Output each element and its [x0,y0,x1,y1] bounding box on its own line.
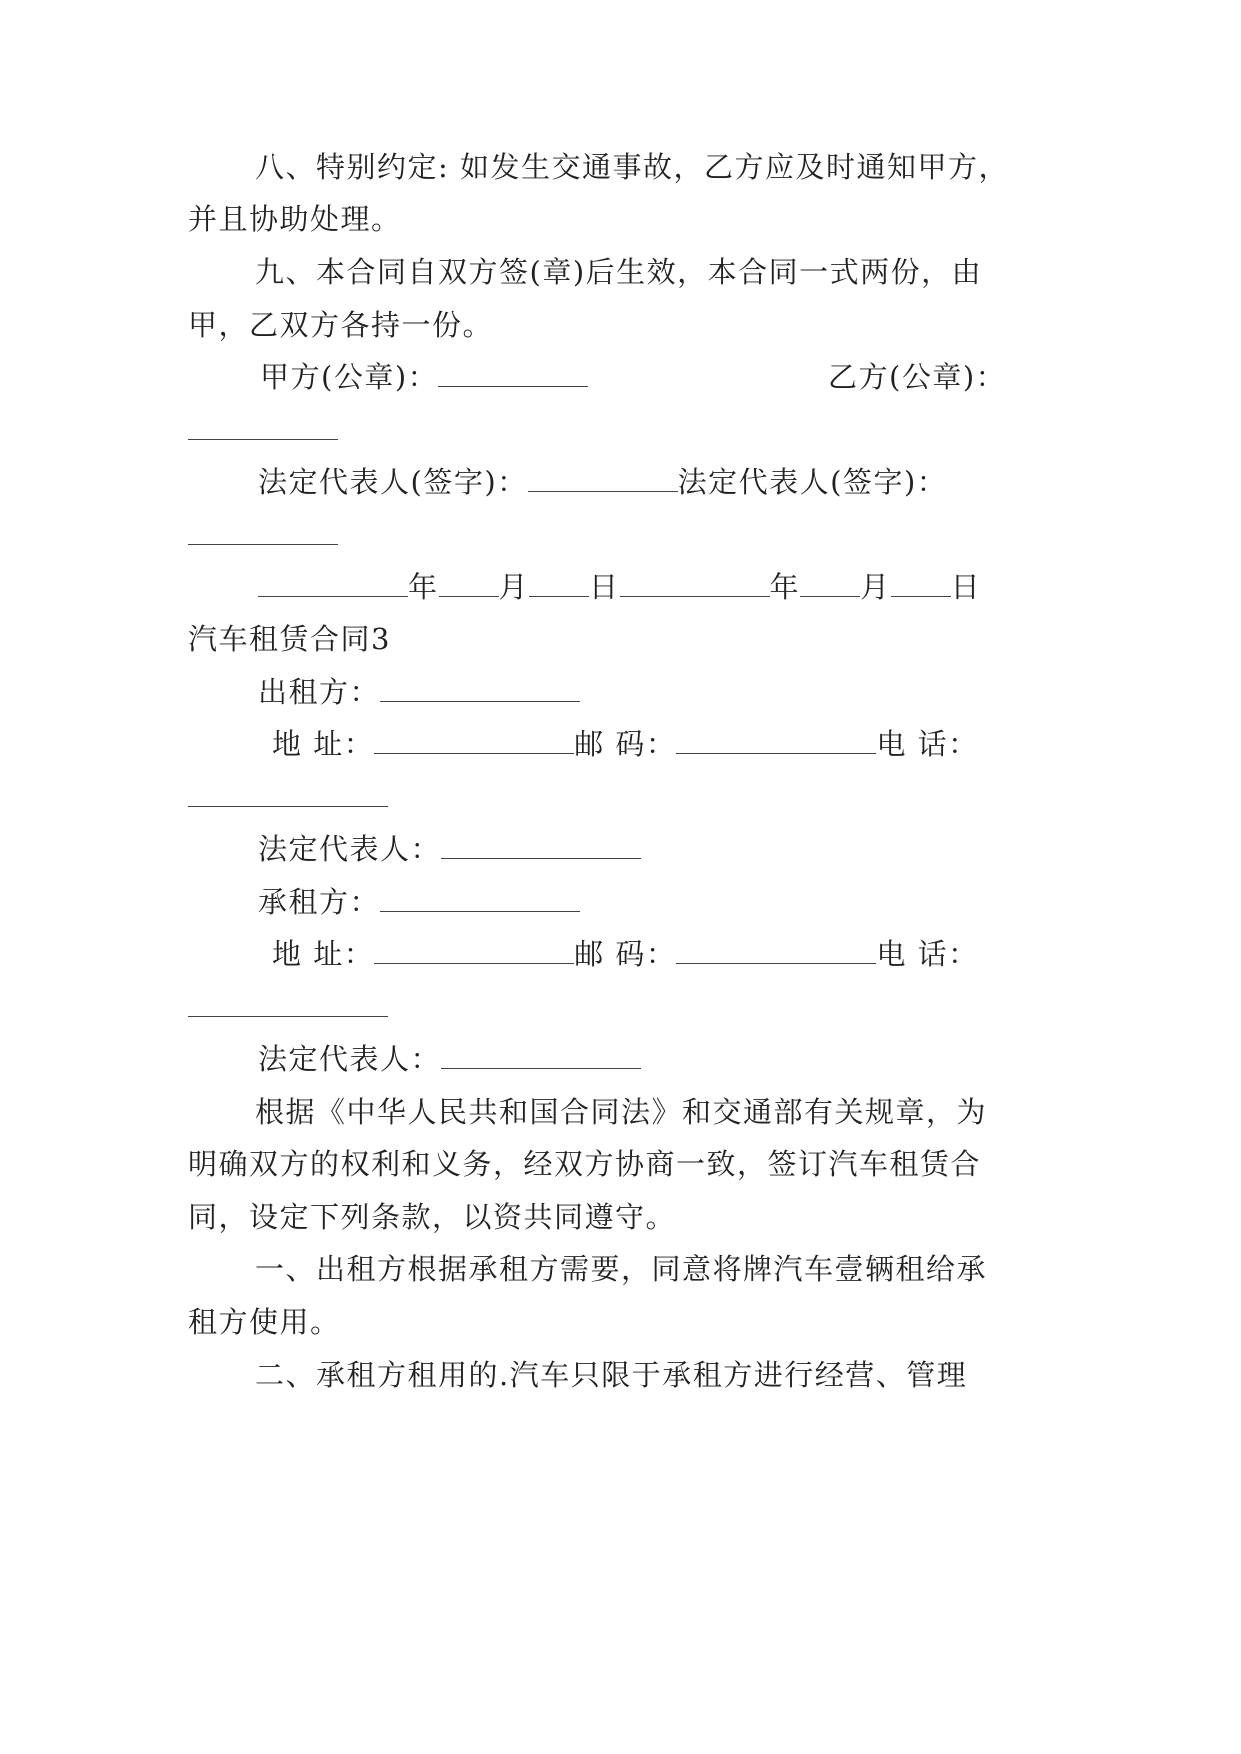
lessee-blank [380,875,580,912]
lessor-phone-label: 电 话： [876,727,979,761]
lessor-postcode-blank [676,717,876,754]
month-a-blank [439,560,499,597]
clause-2-line-1: 二、承租方租用的.汽车只限于承租方进行经营、管理 [255,1358,968,1392]
rep-a-sign-blank [528,455,678,492]
lessee-address-blank [374,927,574,964]
lessee-label: 承租方： [258,885,381,919]
lessee-phone-blank [188,980,388,1017]
clause-9-line-2: 甲，乙双方各持一份。 [188,308,494,342]
day-a-label: 日 [589,570,620,604]
lessee-legal-rep-row [258,1032,1057,1086]
lessor-address-blank [374,717,574,754]
lessee-address-row [272,927,1054,981]
lessor-legal-rep-row [258,822,1057,876]
day-b-label: 日 [950,570,982,604]
contract-3-title: 汽车租赁合同3 [188,622,391,656]
month-b-label: 月 [860,570,891,604]
rep-b-sign-label: 法定代表人(签字)： [677,465,948,499]
day-a-blank [529,560,589,597]
intro-line-3: 同，设定下列条款，以资共同遵守。 [188,1200,677,1234]
clause-8-line-1: 八、特别约定: 如发生交通事故，乙方应及时通知甲方， [255,150,1009,184]
rep-b-sign-blank [188,508,338,545]
month-b-blank [800,560,860,597]
day-b-blank [891,560,951,597]
lessee-row [258,875,1057,929]
lessor-phone-blank [188,770,388,807]
lessor-legal-rep-blank [441,822,641,859]
party-b-seal-row [828,350,1054,404]
lessor-legal-rep-label: 法定代表人： [258,832,442,866]
party-b-seal-blank-row [188,403,1054,457]
lessee-legal-rep-blank [441,1032,641,1069]
lessor-label: 出租方： [258,675,381,709]
year-a-blank [258,560,408,597]
party-b-seal-blank [188,403,338,440]
lessee-phone-label: 电 话： [876,937,979,971]
clause-9-line-1: 九、本合同自双方签(章)后生效，本合同一式两份，由 [255,255,983,289]
legal-rep-sign-row [258,455,1058,509]
rep-b-sign-blank-row [188,508,1054,562]
year-b-label: 年 [769,570,801,604]
clause-1-line-1: 一、出租方根据承租方需要，同意将牌汽车壹辆租给承 [255,1252,988,1286]
lessor-address-row [272,717,1054,771]
intro-line-1: 根据《中华人民共和国合同法》和交通部有关规章，为 [255,1095,988,1129]
year-a-label: 年 [408,570,439,604]
lessee-address-label: 地 址： [272,937,375,971]
lessor-blank [380,665,580,702]
lessor-address-label: 地 址： [272,727,375,761]
lessor-postcode-label: 邮 码： [574,727,677,761]
intro-line-2: 明确双方的权利和义务，经双方协商一致，签订汽车租赁合 [188,1147,982,1181]
lessor-phone-blank-row [188,770,1054,824]
year-b-blank [620,560,770,597]
party-a-seal-label: 甲方(公章)： [260,360,439,394]
date-row [258,560,1058,614]
lessee-phone-blank-row [188,980,1054,1034]
lessee-postcode-blank [676,927,876,964]
clause-8-line-2: 并且协助处理。 [188,202,402,236]
party-b-seal-label: 乙方(公章)： [828,360,1007,394]
lessee-legal-rep-label: 法定代表人： [258,1042,442,1076]
rep-a-sign-label: 法定代表人(签字)： [258,465,528,499]
lessee-postcode-label: 邮 码： [574,937,677,971]
party-a-seal-blank [438,350,588,387]
lessor-row [258,665,1057,719]
clause-1-line-2: 租方使用。 [188,1305,341,1339]
month-a-label: 月 [498,570,530,604]
